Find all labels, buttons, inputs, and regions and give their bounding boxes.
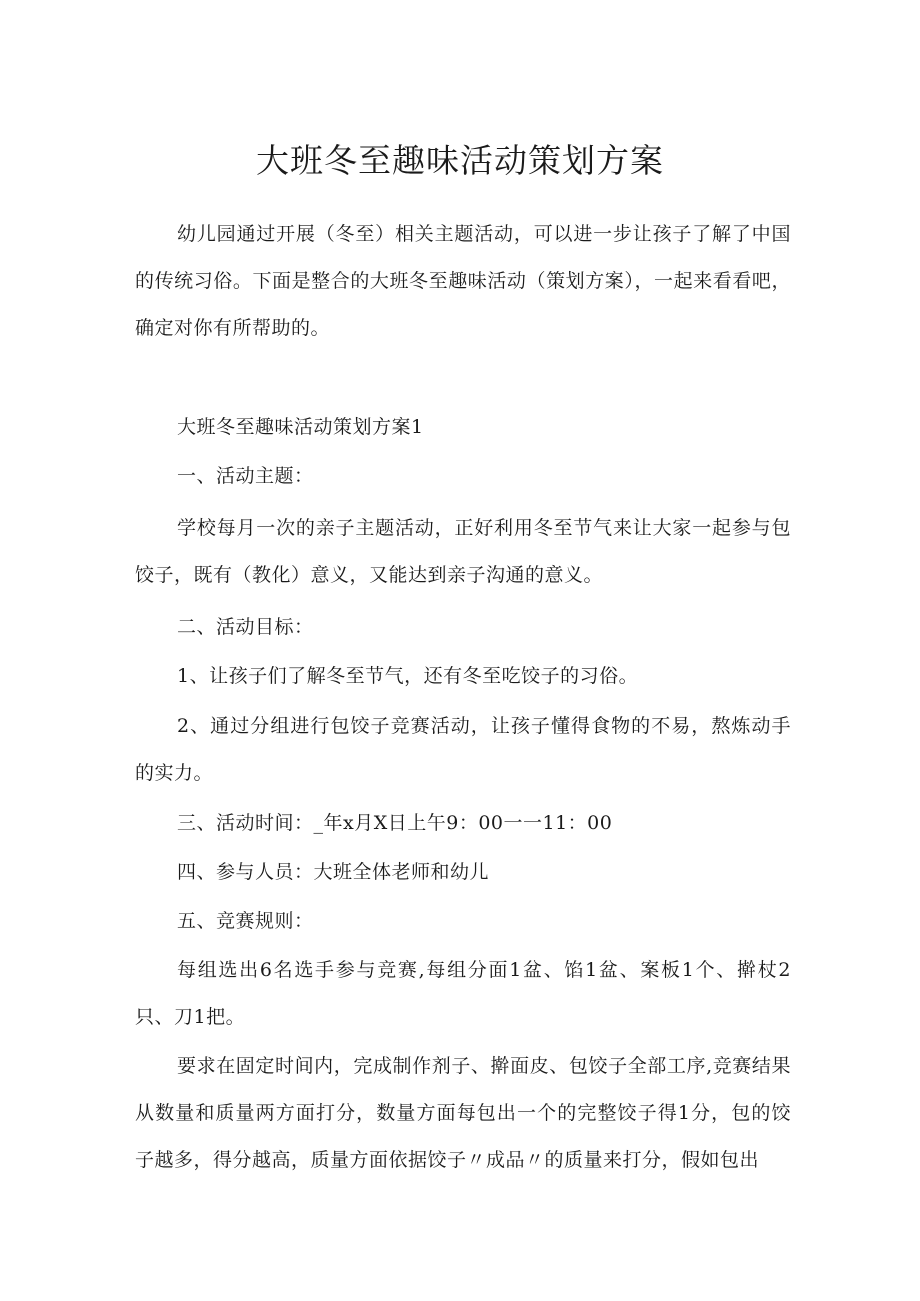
section-time: 三、活动时间：_年x月X日上午9：00一一11：00 <box>177 812 613 834</box>
goal-item-1: 1、让孩子们了解冬至节气，还有冬至吃饺子的习俗。 <box>177 665 639 687</box>
plan-subtitle: 大班冬至趣味活动策划方案1 <box>177 416 424 438</box>
requirements-paragraph: 要求在固定时间内，完成制作剂子、擀面皮、包饺子全部工序,竞赛结果从数量和质量两方面打分，数量方面每包出一个的完整饺子得1分，包的饺子越多，得分越高，质量方面依据饺子〃成品〃的质量来打分，假如包出 <box>135 1055 791 1171</box>
section-heading-goals: 二、活动目标： <box>177 616 314 638</box>
section-heading-rules: 五、竞赛规则： <box>177 910 314 932</box>
section-participants: 四、参与人员：大班全体老师和幼儿 <box>177 861 490 883</box>
intro-paragraph: 幼儿园通过开展（冬至）相关主题活动，可以进一步让孩子了解了中国的传统习俗。下面是整合的大班冬至趣味活动（策划方案），一起来看看吧，确定对你有所帮助的。 <box>135 223 791 339</box>
section-heading-theme: 一、活动主题： <box>177 465 314 487</box>
document-title: 大班冬至趣味活动策划方案 <box>256 141 664 180</box>
theme-paragraph: 学校每月一次的亲子主题活动，正好利用冬至节气来让大家一起参与包饺子，既有（教化）意义，又能达到亲子沟通的意义。 <box>135 517 791 586</box>
goal-item-2: 2、通过分组进行包饺子竞赛活动，让孩子懂得食物的不易，熬炼动手的实力。 <box>135 715 791 784</box>
rules-paragraph: 每组选出6名选手参与竞赛,每组分面1盆、馅1盆、案板1个、擀杖2只、刀1把。 <box>135 959 791 1028</box>
